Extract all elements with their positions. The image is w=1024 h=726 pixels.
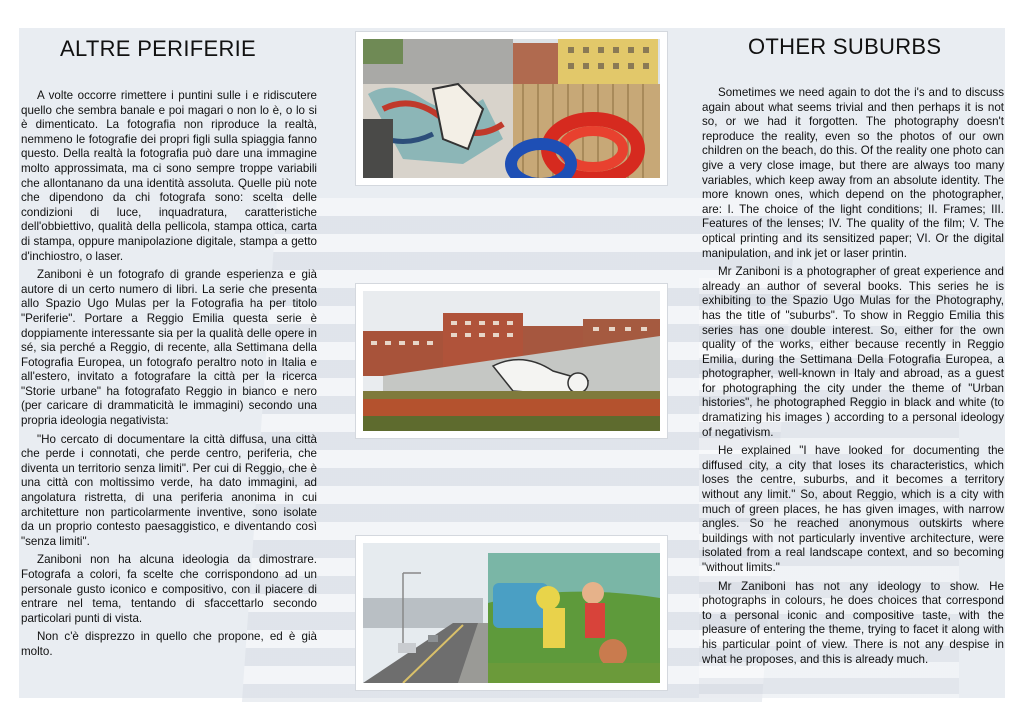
street-mural-image	[363, 543, 660, 683]
italian-text-column	[21, 89, 317, 664]
graffiti-hoses-image	[363, 39, 660, 178]
photo-graffiti-hoses	[356, 32, 667, 185]
italian-paragraph: Zaniboni è un fotografo di grande esperienza e già autore di un certo numero di libri. La serie che presenta allo Spazio Ugo Mulas per la Fotografia ha per titolo "Periferie". Portare a Reggio Emilia questa serie è doppiamente interessante sia per la qualità delle opere in sé, sia perché a Reggio, di recente, alla Settimana della Fotografia Europea, un fotografo peraltro noto in Italia e all'estero, invitato a fotografare la città per la ricerca "Storie urbane" ha fotografato Reggio in bianco e nero (per caricare di drammaticità le immagini) secondo una propria ideologia negativista:	[21, 268, 317, 428]
title-english: OTHER SUBURBS	[748, 34, 942, 59]
english-paragraph: Sometimes we need again to dot the i's and to discuss again about what seems trivial and then perhaps it is not so, or we had it forgotten. The photography doesn't reproduce the reality, even so the photos of our own children on the beach, do this. Of the reality one photo can give a very close image, but there are always too many variables, which keep away from an absolute identity. The more known ones, which depend on the photographer, are: I. The choice of the light conditions; II. Frames; III. Features of the lenses; IV. The quality of the film; V. The optical printing and its sensitized paper; VI. Or the digital manipulation, and ink jet or laser printin.	[702, 86, 1004, 260]
title-italian: ALTRE PERIFERIE	[60, 36, 257, 61]
photo-street-mural	[356, 536, 667, 690]
photo-apartment-wall	[356, 284, 667, 438]
english-paragraph: He explained "I have looked for documenting the diffused city, a city that loses its characteristics, which loses the centre, suburbs, and it becomes a territory without any limit." So, about Reggio, which is a city with much of green places, he has given images, with narrow angles. So he reached anonymous outskirts where buildings with not particularly inventive architecture, were isolated from a real landscape context, and so becoming "without limits."	[702, 444, 1004, 574]
english-paragraph: Mr Zaniboni has not any ideology to show. He photographs in colours, he does choices that correspond to a personal iconic and compositive taste, with the pleasure of entering the theme, trying to facet it along with his particular point of view. There is not any despise in what he proposes, and this is already much.	[702, 579, 1004, 666]
italian-paragraph: Zaniboni non ha alcuna ideologia da dimostrare. Fotografa a colori, fa scelte che corrispondono ad un personale gusto iconico e compositivo, con il piacere di entrare nel tema, tentando di sfaccettarlo secondo particolari punti di vista.	[21, 553, 317, 625]
apartment-wall-image	[363, 291, 660, 431]
italian-paragraph: Non c'è disprezzo in quello che propone, ed è già molto.	[21, 630, 317, 658]
english-paragraph: Mr Zaniboni is a photographer of great experience and already an author of several books. This series he is exhibiting to the Spazio Ugo Mulas for the Photography, has the title of "suburbs". To show in Reggio Emilia this series has one double interest. So, either for the own quality of the works, either because recently in Reggio Emilia, during the Settimana Della Fotografia Europea, a photographer, well-known in Italy and abroad, as a guest for photographing the city under the theme of "Urban histories", he photographed Reggio in black and white (to dramatizing his images ) according to a personal ideology of negativism.	[702, 265, 1004, 439]
english-text-column	[702, 86, 1004, 671]
italian-paragraph: "Ho cercato di documentare la città diffusa, una città che perde i connotati, che perde centro, periferia, che diventa un territorio senza limiti". Per cui di Reggio, che è una città con moltissimo verde, ha dato immagini, ad angolatura ristretta, di una periferia anonima in cui architetture non particolarmente inventive, sono isolate da un proprio contesto paesaggistico, e diventando così "senza limiti".	[21, 432, 317, 548]
italian-paragraph: A volte occorre rimettere i puntini sulle i e ridiscutere quello che sembra banale e poi magari o non lo è, o lo si è dimenticato. La fotografia non riproduce la realtà, nemmeno le fotografie dei propri figli sulla spiaggia fanno questo. Della realtà la fotografia può dare una immagine molto approssimata, ma ci sono sempre troppe variabili che allontanano da una identità assoluta. Quelle più note che dipendono da chi fotografa sono: scelta delle condizioni di luce, inquadratura, caratteristiche dell'obbiettivo, qualità della pellicola, stampa ottica, carta di stampa, oppure manipolazione digitale, stampa a getto d'inchiostro, o laser.	[21, 89, 317, 263]
